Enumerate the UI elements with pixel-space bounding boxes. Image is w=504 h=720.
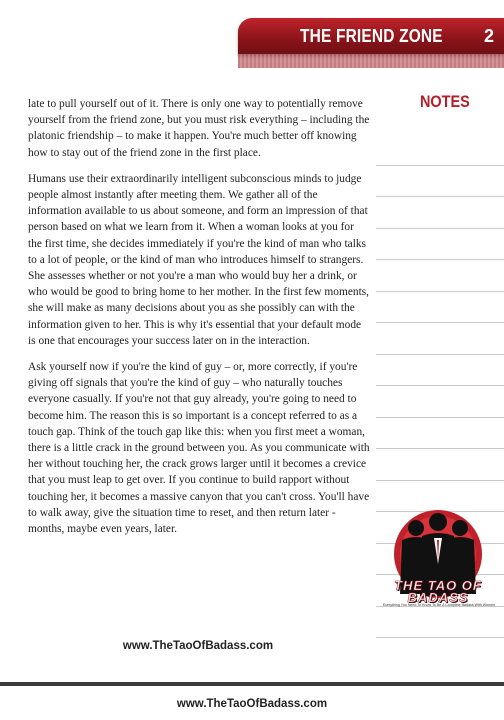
page-number: 2 — [484, 26, 495, 46]
note-line — [376, 418, 504, 450]
chapter-header-shadow — [238, 54, 504, 68]
notes-heading: NOTES — [420, 92, 470, 111]
note-line — [376, 355, 504, 387]
note-line — [376, 292, 504, 324]
chapter-title: THE FRIEND ZONE — [300, 26, 443, 46]
body-paragraph-3: Ask yourself now if you're the kind of guy – or, more correctly, if you're giving off signals that you're the kind of guy – who naturally touches everyone casually. If you're not that guy already, you're going to need to become him. The reason this is so important is a concept referred to as a touch gap. Think of the touch gap like this: when you first meet a woman, there is a little crack in the ground between you. As you communicate with her without touching her, the crack grows larger until it becomes a crevice that you must leap to get over. If you continue to build rapport without touching her, it becomes a massive canyon that you can't cross. You'll have to walk away, give the situation time to reset, and then return later - months, maybe even years, later. — [28, 361, 370, 536]
viewer-website-link[interactable]: www.TheTaoOfBadass.com — [176, 698, 328, 710]
note-line — [376, 449, 504, 481]
note-line — [376, 229, 504, 261]
note-line — [376, 323, 504, 355]
note-line — [376, 386, 504, 418]
note-line — [376, 260, 504, 292]
page-divider — [0, 682, 504, 686]
body-paragraph-1: late to pull yourself out of it. There is only one way to potentially remove yourself from the friend zone, but you must risk everything – including the platonic friendship – to make it happen. You're much better off knowing how to stay out of the friend zone in the first place. — [28, 98, 370, 159]
note-line — [376, 197, 504, 229]
note-line — [376, 134, 504, 166]
footer-website-link[interactable]: www.TheTaoOfBadass.com — [122, 640, 274, 652]
logo-tagline: Everything You Need To Know To Be A Complete Badass With Women — [382, 603, 496, 607]
logo-wordmark: THE TAO OF BADASS — [394, 578, 482, 605]
body-paragraph-2: Humans use their extraordinarily intelligent subconscious minds to judge people almost instantly after meeting them. We gather all of the information available to us about someone, and form an impression of that person based on what we learn from it. When a woman looks at you for the first time, she decides immediately if you're the kind of man who talks to a lot of people, or the kind of man who introduces himself to strangers. She assesses whether or not you're a man who would buy her a drink, or who would be good to bring home to her mother. In the first few moments, she will make as many decisions about you as she possibly can with the information given to her. This is why it's essential that your default mode is one that encourages your success later on in the interaction. — [28, 172, 370, 347]
note-line — [376, 607, 504, 639]
article-body — [28, 96, 370, 547]
note-line — [376, 166, 504, 198]
